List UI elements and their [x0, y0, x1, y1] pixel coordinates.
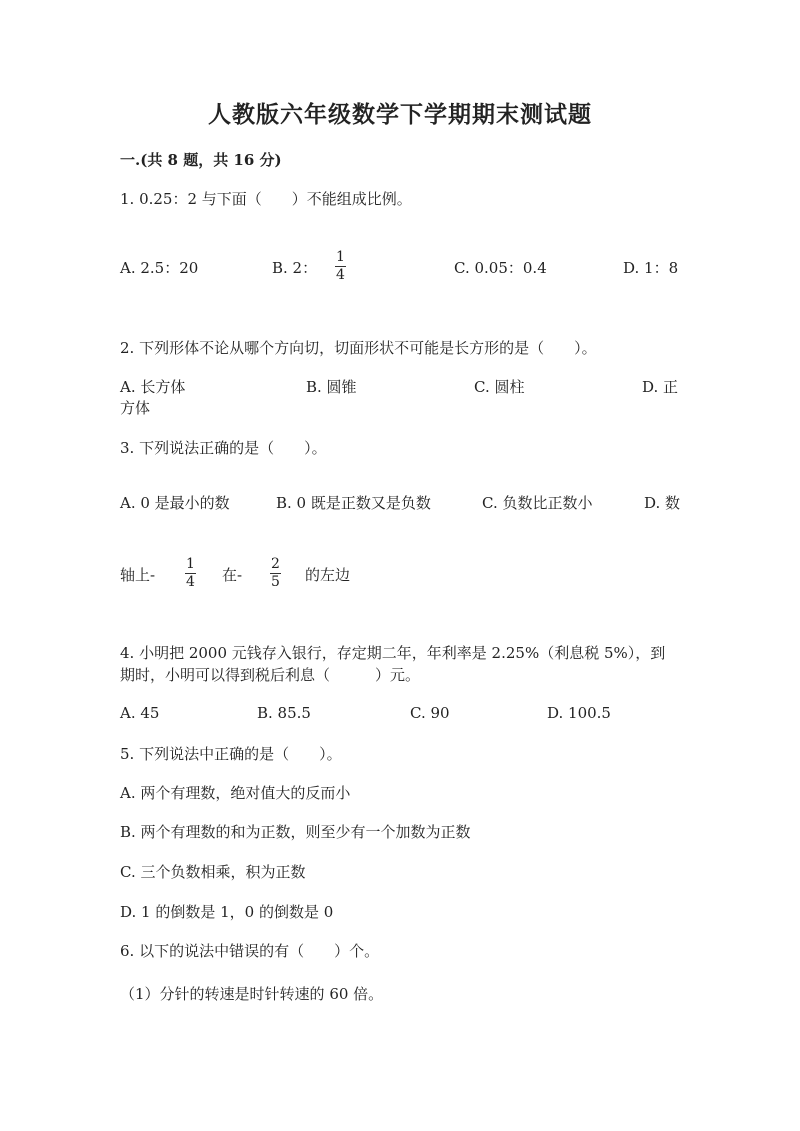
page-title: 人教版六年级数学下学期期末测试题 [208, 101, 592, 128]
fraction-denominator: 4 [186, 574, 195, 590]
fraction-denominator: 5 [271, 574, 280, 590]
question-1-option-a: A. 2.5：20 [120, 259, 199, 277]
question-3-option-d-suffix: 的左边 [305, 566, 351, 584]
question-1-option-c: C. 0.05：0.4 [454, 259, 547, 277]
question-1-stem: 1. 0.25：2 与下面（ ）不能组成比例。 [120, 190, 412, 208]
question-3-option-c: C. 负数比正数小 [482, 494, 593, 512]
question-2-option-d-continued: 方体 [120, 399, 151, 417]
fraction-numerator: 2 [271, 556, 280, 572]
question-4-stem-line-1: 4. 小明把 2000 元钱存入银行，存定期二年，年利率是 2.25%（利息税 5%），到 [120, 644, 666, 662]
fraction-denominator: 4 [336, 267, 345, 283]
question-5-option-b: B. 两个有理数的和为正数，则至少有一个加数为正数 [120, 823, 471, 841]
question-2-option-a: A. 长方体 [120, 378, 186, 396]
question-3-option-d-fraction-2 [269, 557, 282, 590]
question-6-stem: 6. 以下的说法中错误的有（ ）个。 [120, 942, 380, 960]
question-2-option-d: D. 正 [642, 378, 679, 396]
question-4-option-d: D. 100.5 [547, 704, 611, 722]
question-5-option-a: A. 两个有理数，绝对值大的反而小 [120, 784, 351, 802]
question-3-option-a: A. 0 是最小的数 [120, 494, 230, 512]
fraction-numerator: 1 [336, 249, 345, 265]
question-3-option-d-prefix: 轴上- [120, 566, 156, 584]
question-1-option-b: B. 2： [272, 259, 318, 277]
question-2-option-b: B. 圆锥 [306, 378, 357, 396]
question-4-option-b: B. 85.5 [257, 704, 311, 722]
question-3-option-d: D. 数 [644, 494, 681, 512]
question-5-option-c: C. 三个负数相乘，积为正数 [120, 863, 306, 881]
question-4-stem-line-2: 期时，小明可以得到税后利息（ ）元。 [120, 666, 421, 684]
question-5-stem: 5. 下列说法中正确的是（ ）。 [120, 745, 342, 763]
section-header: 一.(共 8 题，共 16 分) [120, 151, 282, 169]
question-2-stem: 2. 下列形体不论从哪个方向切，切面形状不可能是长方形的是（ ）。 [120, 339, 597, 357]
question-4-option-c: C. 90 [410, 704, 450, 722]
fraction-numerator: 1 [186, 556, 195, 572]
question-3-option-b: B. 0 既是正数又是负数 [276, 494, 431, 512]
question-6-item-1: （1）分针的转速是时针转速的 60 倍。 [120, 985, 384, 1003]
question-3-option-d-fraction-1 [184, 557, 197, 590]
question-5-option-d: D. 1 的倒数是 1，0 的倒数是 0 [120, 903, 334, 921]
question-1-option-d: D. 1：8 [623, 259, 679, 277]
question-1-option-b-fraction [334, 250, 347, 283]
question-3-option-d-middle: 在- [222, 566, 243, 584]
question-3-stem: 3. 下列说法正确的是（ ）。 [120, 439, 327, 457]
question-2-option-c: C. 圆柱 [474, 378, 525, 396]
question-4-option-a: A. 45 [120, 704, 160, 722]
